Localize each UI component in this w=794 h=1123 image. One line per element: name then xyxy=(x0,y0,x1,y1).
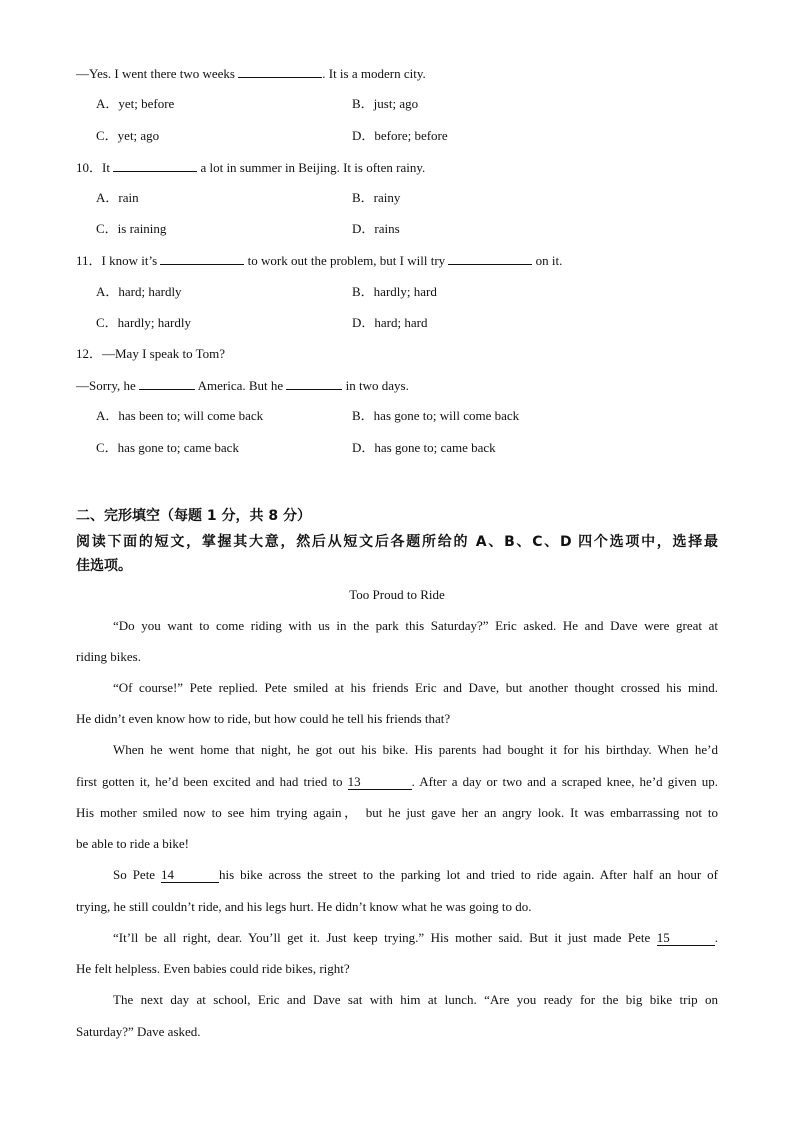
passage-text: . xyxy=(714,930,718,945)
answer-blank xyxy=(160,252,244,265)
q9-option-d: D．before; before xyxy=(352,128,448,143)
q11-option-c: C．hardly; hardly xyxy=(96,315,191,330)
q9-option-a: A．yet; before xyxy=(96,96,175,111)
passage-line: His mother smiled now to see him trying again， but he just gave her an angry look. It was embarrassing not to xyxy=(76,805,718,820)
q10-text-post: a lot in summer in Beijing. It is often rainy. xyxy=(197,160,426,175)
passage-line xyxy=(76,867,718,883)
blank-15: 15 xyxy=(657,931,715,946)
passage-line: trying, he still couldn’t ride, and his legs hurt. He didn’t know what he was going to do. xyxy=(76,899,532,914)
passage-line: “Do you want to come riding with us in the park this Saturday?” Eric asked. He and Dave were great at xyxy=(113,618,718,633)
q9-text-pre: —Yes. I went there two weeks xyxy=(76,66,239,81)
q9-line xyxy=(76,65,426,82)
blank-13: 13 xyxy=(348,775,412,790)
q12-text-post: in two days. xyxy=(342,378,409,393)
passage-text: . After a day or two and a scraped knee, he’d given up. xyxy=(411,774,718,789)
passage-line: The next day at school, Eric and Dave sat with him at lunch. “Are you ready for the big bike trip on xyxy=(113,992,718,1007)
q12-text-mid: America. But he xyxy=(195,378,287,393)
q11-option-b: B．hardly; hard xyxy=(352,284,437,299)
passage-line xyxy=(76,930,718,946)
q12-dialogue xyxy=(76,377,409,394)
passage-line: Saturday?” Dave asked. xyxy=(76,1024,201,1039)
q12-text-pre: —Sorry, he xyxy=(76,378,140,393)
section-instruction-line2: 佳选项。 xyxy=(76,558,132,574)
q10-option-b: B．rainy xyxy=(352,190,401,205)
passage-line: be able to ride a bike! xyxy=(76,836,189,851)
q11-option-d: D．hard; hard xyxy=(352,315,428,330)
passage-text: So Pete xyxy=(113,867,162,882)
q10-option-a: A．rain xyxy=(96,190,139,205)
q12-option-b: B．has gone to; will come back xyxy=(352,408,520,423)
q10-stem xyxy=(76,159,425,176)
q12-option-a: A．has been to; will come back xyxy=(96,408,264,423)
section-instruction-line1: 阅读下面的短文，掌握其大意，然后从短文后各题所给的 A、B、C、D 四个选项中，选择最 xyxy=(76,534,718,550)
passage-text: first gotten it, he’d been excited and had tried to xyxy=(76,774,348,789)
passage-line: “Of course!” Pete replied. Pete smiled at his friends Eric and Dave, but another thought crossed his mind. xyxy=(113,680,718,695)
q9-option-b: B．just; ago xyxy=(352,96,419,111)
q11-option-a: A．hard; hardly xyxy=(96,284,182,299)
q11-stem xyxy=(76,252,562,269)
passage-title: Too Proud to Ride xyxy=(349,587,445,602)
q12-stem: 12．—May I speak to Tom? xyxy=(76,346,226,361)
q10-option-c: C．is raining xyxy=(96,221,167,236)
q10-option-d: D．rains xyxy=(352,221,400,236)
q12-option-d: D．has gone to; came back xyxy=(352,440,496,455)
q9-text-post: . It is a modern city. xyxy=(322,66,426,81)
q11-text-pre: 11．I know it’s xyxy=(76,253,161,268)
q11-text-mid: to work out the problem, but I will try xyxy=(244,253,449,268)
answer-blank xyxy=(448,252,532,265)
passage-line: When he went home that night, he got out his bike. His parents had bought it for his birthday. When he’d xyxy=(113,742,718,757)
answer-blank xyxy=(286,377,342,390)
passage-line xyxy=(76,774,718,790)
q9-option-c: C．yet; ago xyxy=(96,128,160,143)
section-heading: 二、完形填空（每题 1 分，共 8 分） xyxy=(76,508,311,524)
answer-blank xyxy=(139,377,195,390)
answer-blank xyxy=(238,65,322,78)
passage-text: his bike across the street to the parking lot and tried to ride again. After half an hour of xyxy=(219,867,718,882)
answer-blank xyxy=(113,159,197,172)
q12-option-c: C．has gone to; came back xyxy=(96,440,239,455)
passage-line: He didn’t even know how to ride, but how could he tell his friends that? xyxy=(76,711,451,726)
blank-14: 14 xyxy=(161,868,219,883)
q11-text-post: on it. xyxy=(532,253,563,268)
passage-line: He felt helpless. Even babies could ride bikes, right? xyxy=(76,961,350,976)
q10-text-pre: 10．It xyxy=(76,160,114,175)
passage-text: “It’ll be all right, dear. You’ll get it. Just keep trying.” His mother said. But it just made Pete xyxy=(113,930,657,945)
passage-line: riding bikes. xyxy=(76,649,141,664)
